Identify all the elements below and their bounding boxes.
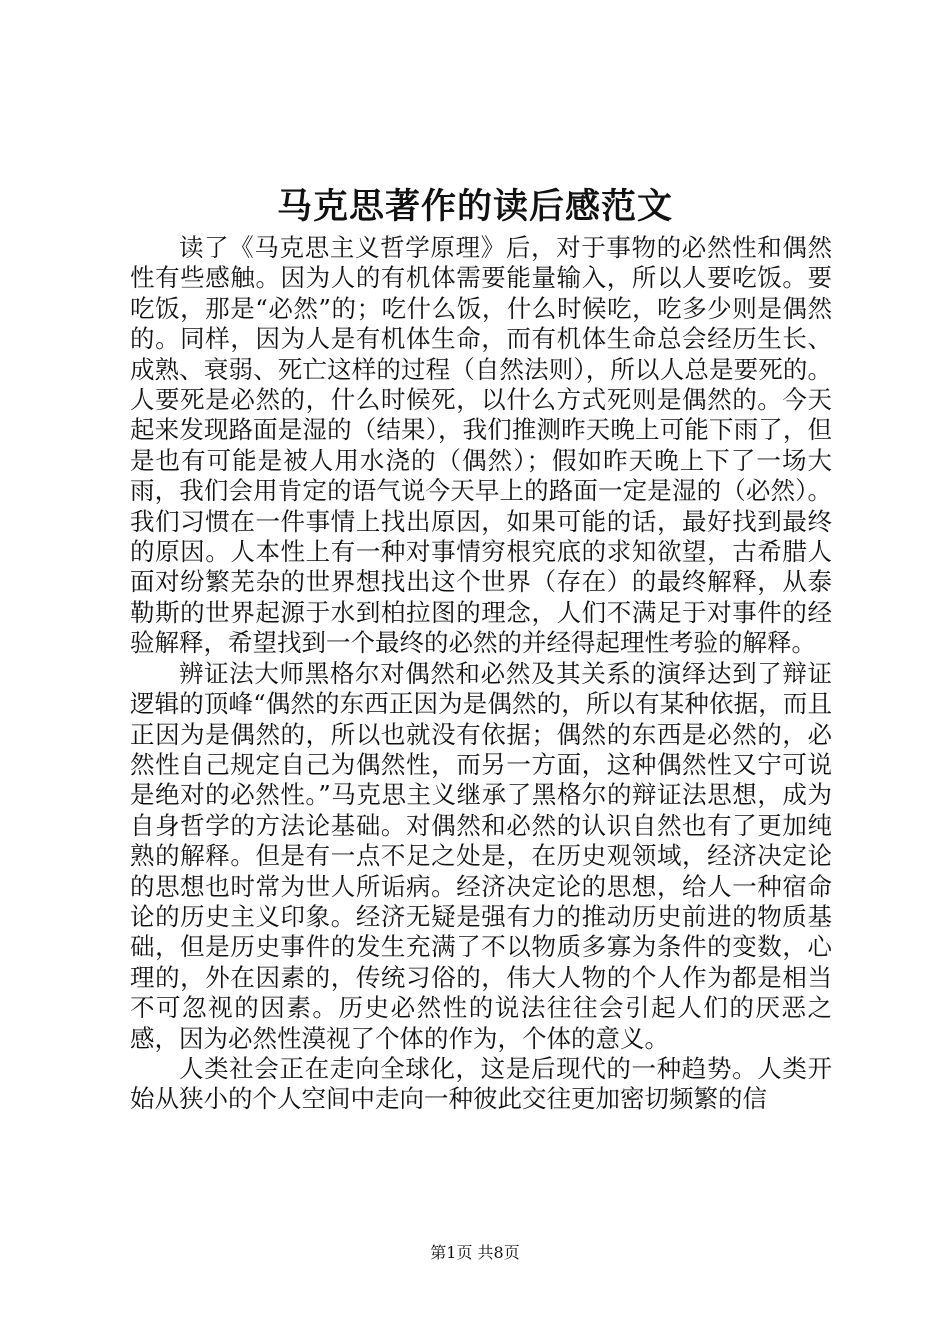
paragraph-3: 人类社会正在走向全球化，这是后现代的一种趋势。人类开始从狭小的个人空间中走向一种彼此交往更加密切频繁的信 — [130, 1053, 832, 1114]
paragraph-2: 辨证法大师黑格尔对偶然和必然及其关系的演绎达到了辩证逻辑的顶峰“偶然的东西正因为是偶然的，所以有某种依据，而且正因为是偶然的，所以也就没有依据；偶然的东西是必然的，必然性自己规定自己为偶然性，而另一方面，这种偶然性又宁可说是绝对的必然性。”马克思主义继承了黑格尔的辩证法思想，成为自身哲学的方法论基础。对偶然和必然的认识自然也有了更加纯熟的解释。但是有一点不足之处是，在历史观领域，经济决定论的思想也时常为世人所诟病。经济决定论的思想，给人一种宿命论的历史主义印象。经济无疑是强有力的推动历史前进的物质基础，但是历史事件的发生充满了不以物质多寡为条件的变数，心理的，外在因素的，传统习俗的，伟大人物的个人作为都是相当不可忽视的因素。历史必然性的说法往往会引起人们的厌恶之感，因为必然性漠视了个体的作为，个体的意义。 — [130, 658, 832, 1053]
paragraph-1: 读了《马克思主义哲学原理》后，对于事物的必然性和偶然性有些感触。因为人的有机体需要能量输入，所以人要吃饭。要吃饭，那是“必然”的；吃什么饭，什么时候吃，吃多少则是偶然的。同样，因为人是有机体生命，而有机体生命总会经历生长、成熟、衰弱、死亡这样的过程（自然法则），所以人总是要死的。人要死是必然的，什么时候死，以什么方式死则是偶然的。今天起来发现路面是湿的（结果），我们推测昨天晚上可能下雨了，但是也有可能是被人用水浇的（偶然）；假如昨天晚上下了一场大雨，我们会用肯定的语气说今天早上的路面一定是湿的（必然）。我们习惯在一件事情上找出原因，如果可能的话，最好找到最终的原因。人本性上有一种对事情穷根究底的求知欲望，古希腊人面对纷繁芜杂的世界想找出这个世界（存在）的最终解释，从泰勒斯的世界起源于水到柏拉图的理念，人们不满足于对事件的经验解释，希望找到一个最终的必然的并经得起理性考验的解释。 — [130, 233, 832, 658]
document-body — [130, 233, 832, 1115]
page-number-footer: 第1页 共8页 — [430, 1243, 520, 1262]
document-title: 马克思著作的读后感范文 — [276, 186, 673, 227]
